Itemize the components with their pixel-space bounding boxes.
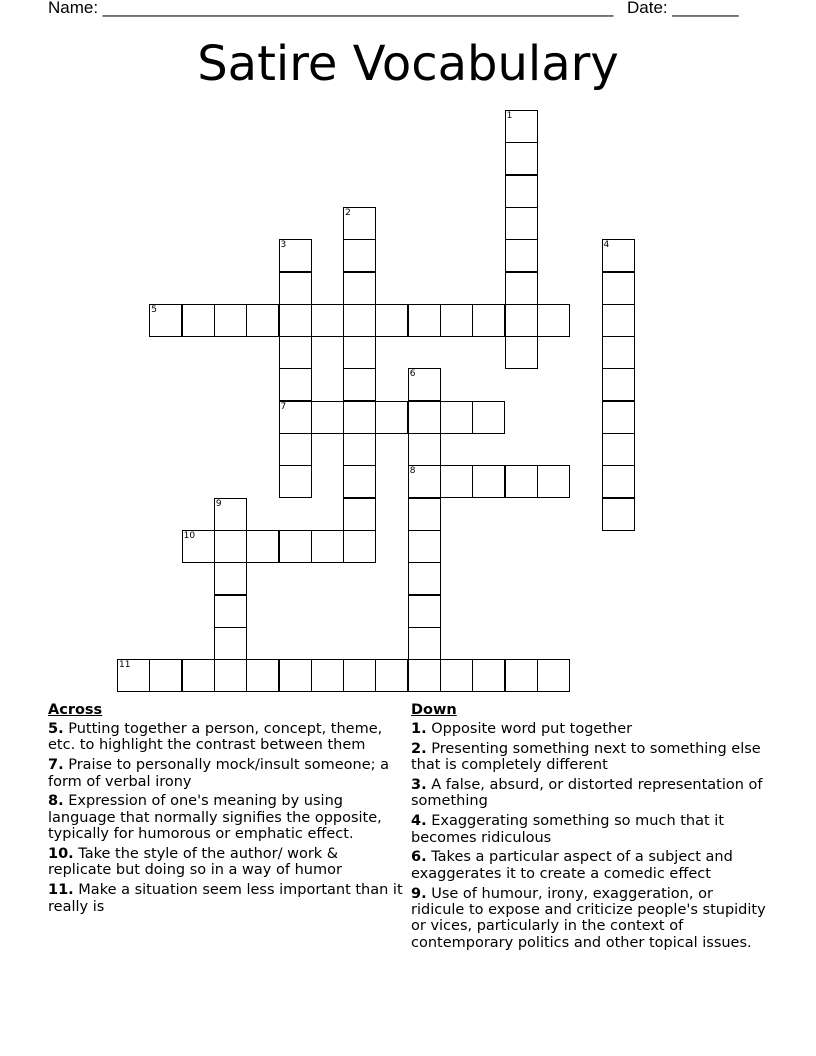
crossword-cell[interactable] — [343, 304, 376, 337]
crossword-cell[interactable] — [505, 207, 538, 240]
crossword-cell[interactable] — [214, 659, 247, 692]
crossword-cell[interactable] — [279, 304, 312, 337]
crossword-cell[interactable] — [408, 659, 441, 692]
crossword-cell[interactable] — [182, 530, 215, 563]
crossword-cell[interactable] — [343, 368, 376, 401]
clue-text: Takes a particular aspect of a subject and exaggerates it to create a comedic effect — [411, 849, 733, 882]
crossword-cell[interactable] — [149, 659, 182, 692]
crossword-cell[interactable] — [505, 304, 538, 337]
crossword-cell[interactable] — [279, 433, 312, 466]
crossword-cell[interactable] — [343, 530, 376, 563]
down-clue — [411, 886, 766, 952]
cell-number: 7 — [280, 401, 287, 412]
crossword-cell[interactable] — [149, 304, 182, 337]
crossword-cell[interactable] — [472, 304, 505, 337]
crossword-cell[interactable] — [602, 368, 635, 401]
crossword-cell[interactable] — [602, 465, 635, 498]
across-clue-list — [48, 721, 403, 915]
crossword-cell[interactable] — [537, 304, 570, 337]
down-clue — [411, 777, 766, 810]
crossword-cell[interactable] — [375, 304, 408, 337]
clue-number: 4. — [411, 813, 427, 830]
crossword-cell[interactable] — [117, 659, 150, 692]
crossword-cell[interactable] — [279, 465, 312, 498]
crossword-cell[interactable] — [505, 175, 538, 208]
crossword-cell[interactable] — [214, 530, 247, 563]
crossword-cell[interactable] — [408, 498, 441, 531]
crossword-cell[interactable] — [440, 401, 473, 434]
crossword-cell[interactable] — [408, 562, 441, 595]
crossword-cell[interactable] — [440, 304, 473, 337]
crossword-cell[interactable] — [214, 304, 247, 337]
down-clue — [411, 813, 766, 846]
crossword-cell[interactable] — [505, 272, 538, 305]
crossword-cell[interactable] — [472, 401, 505, 434]
cell-number: 2 — [345, 207, 351, 218]
clue-text: Putting together a person, concept, theme, etc. to highlight the contrast between them — [48, 721, 383, 754]
crossword-cell[interactable] — [214, 498, 247, 531]
down-clue — [411, 741, 766, 774]
clue-number: 7. — [48, 757, 64, 774]
crossword-cell[interactable] — [375, 659, 408, 692]
crossword-cell[interactable] — [602, 336, 635, 369]
crossword-cell[interactable] — [246, 304, 279, 337]
crossword-cell[interactable] — [408, 304, 441, 337]
crossword-cell[interactable] — [214, 562, 247, 595]
crossword-cell[interactable] — [311, 530, 344, 563]
crossword-cell[interactable] — [279, 272, 312, 305]
cell-number: 1 — [506, 111, 513, 121]
clue-text: Praise to personally mock/insult someone; a form of verbal irony — [48, 757, 390, 790]
clue-number: 3. — [411, 777, 427, 793]
crossword-cell[interactable] — [214, 627, 247, 660]
crossword-cell[interactable] — [505, 110, 538, 143]
across-heading: Across — [48, 702, 103, 718]
across-clue — [48, 846, 403, 879]
crossword-cell[interactable] — [602, 304, 635, 337]
crossword-cell[interactable] — [246, 530, 279, 563]
crossword-cell[interactable] — [602, 401, 635, 434]
crossword-cell[interactable] — [408, 627, 441, 660]
clue-number: 10. — [48, 846, 74, 863]
down-clue-list — [411, 721, 766, 951]
cell-number: 11 — [119, 660, 131, 671]
clue-number: 5. — [48, 721, 64, 737]
cell-number: 6 — [409, 369, 416, 380]
crossword-cell[interactable] — [343, 272, 376, 305]
clue-text: Exaggerating something so much that it becomes ridiculous — [411, 813, 725, 846]
clue-text: Opposite word put together — [431, 721, 633, 737]
crossword-cell[interactable] — [279, 368, 312, 401]
crossword-cell[interactable] — [408, 433, 441, 466]
crossword-cell[interactable] — [214, 595, 247, 628]
crossword-cell[interactable] — [311, 659, 344, 692]
crossword-cell[interactable] — [279, 336, 312, 369]
clue-number: 2. — [411, 740, 427, 757]
crossword-cell[interactable] — [472, 465, 505, 498]
crossword-cell[interactable] — [408, 530, 441, 563]
crossword-cell[interactable] — [408, 368, 441, 401]
down-clues — [411, 701, 766, 955]
across-clue — [48, 793, 403, 842]
crossword-cell[interactable] — [537, 659, 570, 692]
crossword-cell[interactable] — [505, 465, 538, 498]
crossword-cell[interactable] — [440, 659, 473, 692]
crossword-cell[interactable] — [246, 659, 279, 692]
crossword-cell[interactable] — [343, 465, 376, 498]
crossword-cell[interactable] — [311, 401, 344, 434]
crossword-cell[interactable] — [343, 498, 376, 531]
clue-number: 6. — [411, 849, 427, 866]
crossword-cell[interactable] — [408, 595, 441, 628]
crossword-cell[interactable] — [505, 142, 538, 175]
page-title: Satire Vocabulary — [197, 36, 619, 92]
crossword-cell[interactable] — [343, 239, 376, 272]
crossword-cell[interactable] — [505, 659, 538, 692]
crossword-cell[interactable] — [408, 401, 441, 434]
cell-number: 8 — [409, 466, 416, 477]
crossword-cell[interactable] — [602, 272, 635, 305]
crossword-cell[interactable] — [537, 465, 570, 498]
crossword-cell[interactable] — [343, 433, 376, 466]
clue-number: 9. — [411, 885, 427, 902]
cell-number: 4 — [603, 240, 610, 251]
crossword-cell[interactable] — [182, 304, 215, 337]
crossword-cell[interactable] — [472, 659, 505, 692]
crossword-cell[interactable] — [279, 401, 312, 434]
crossword-cell[interactable] — [279, 239, 312, 272]
clue-text: Use of humour, irony, exaggeration, or ridicule to expose and criticize people's stupidity or vices, particularly in the context of contemporary politics and other topical issues. — [411, 885, 766, 951]
across-clue — [48, 757, 403, 790]
crossword-cell[interactable] — [182, 659, 215, 692]
crossword-cell[interactable] — [343, 207, 376, 240]
down-heading: Down — [411, 702, 457, 718]
crossword-cell[interactable] — [311, 304, 344, 337]
clue-text: Expression of one's meaning by using language that normally signifies the opposite, typically for humorous or emphatic effect. — [48, 793, 382, 843]
clue-text: Presenting something next to something else that is completely different — [411, 740, 761, 774]
date-line[interactable]: Date: _______ — [627, 0, 739, 17]
cell-number: 10 — [183, 530, 196, 541]
across-clue — [48, 721, 403, 754]
crossword-cell[interactable] — [440, 465, 473, 498]
clue-text: Make a situation seem less important than it really is — [48, 882, 403, 915]
crossword-cell[interactable] — [408, 465, 441, 498]
cell-number: 3 — [280, 240, 287, 251]
crossword-cell[interactable] — [602, 498, 635, 531]
crossword-cell[interactable] — [279, 530, 312, 563]
crossword-cell[interactable] — [505, 336, 538, 369]
clue-text: Take the style of the author/ work & replicate but doing so in a way of humor — [48, 846, 342, 879]
crossword-cell[interactable] — [505, 239, 538, 272]
crossword-cell[interactable] — [343, 401, 376, 434]
crossword-cell[interactable] — [343, 659, 376, 692]
crossword-cell[interactable] — [279, 659, 312, 692]
crossword-cell[interactable] — [375, 401, 408, 434]
clue-number: 8. — [48, 793, 64, 810]
name-line[interactable]: Name: ______________________________________________________ — [48, 0, 614, 17]
down-clue — [411, 849, 766, 882]
clue-number: 11. — [48, 882, 74, 899]
down-clue — [411, 721, 766, 737]
crossword-cell[interactable] — [343, 336, 376, 369]
clue-text: A false, absurd, or distorted representation of something — [411, 777, 763, 810]
cell-number: 9 — [215, 498, 222, 509]
cell-number: 5 — [151, 304, 158, 315]
across-clues — [48, 701, 403, 918]
crossword-cell[interactable] — [602, 239, 635, 272]
clue-number: 1. — [411, 721, 427, 737]
crossword-cell[interactable] — [602, 433, 635, 466]
across-clue — [48, 882, 403, 915]
